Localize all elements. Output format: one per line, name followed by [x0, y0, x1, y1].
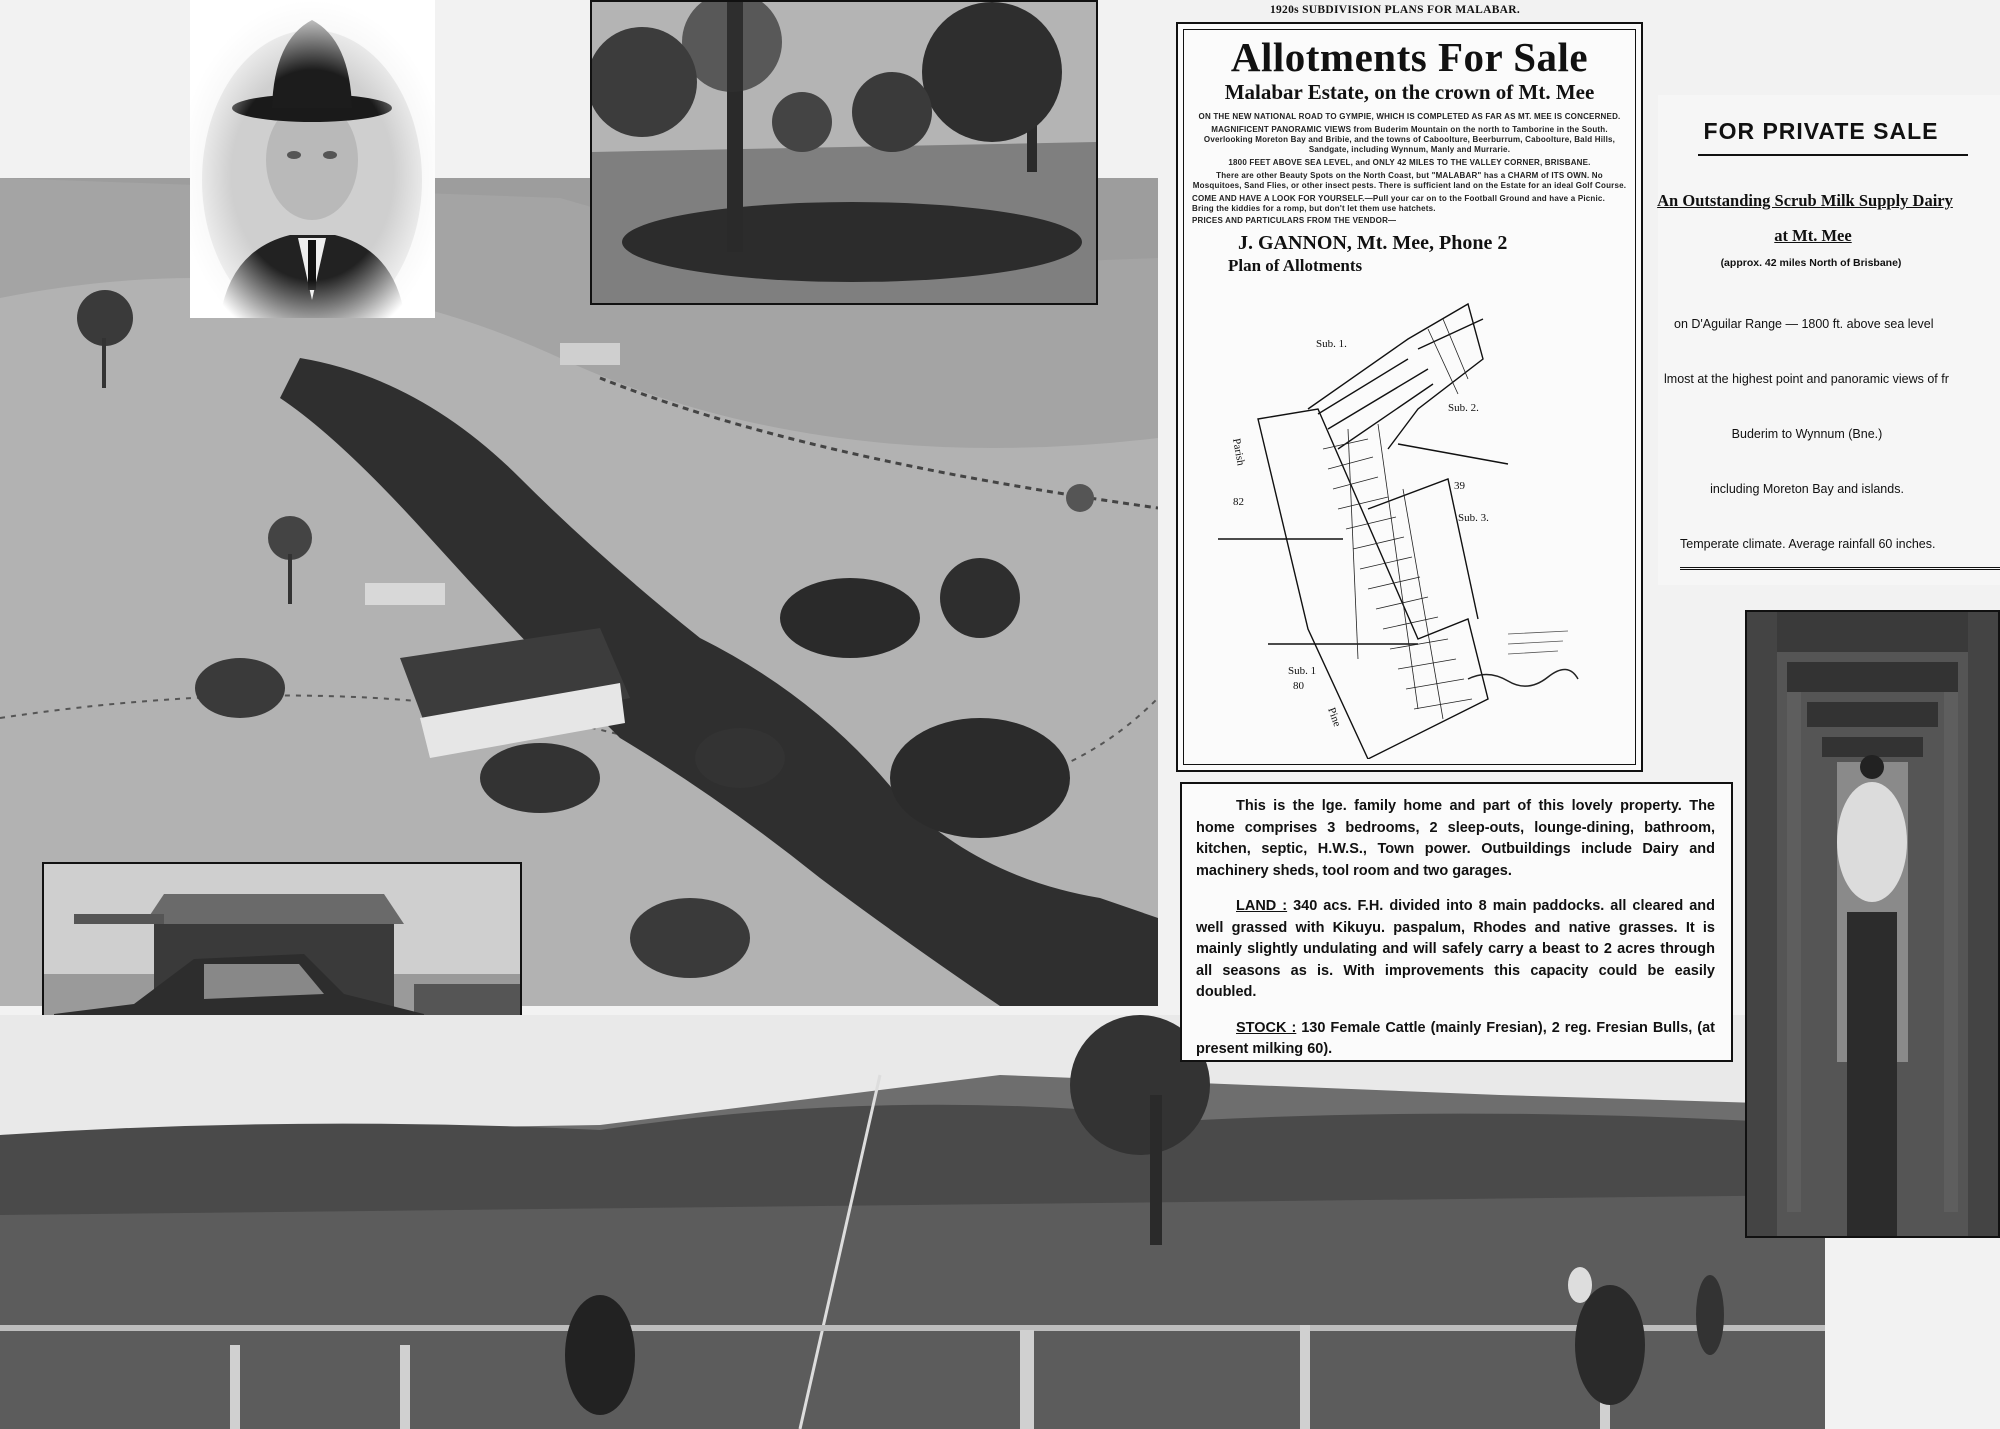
ad-subtitle: Malabar Estate, on the crown of Mt. Mee — [1224, 80, 1595, 104]
plan-label-parish: Parish — [1230, 437, 1247, 467]
private-sale-line8: Temperate climate. Average rainfall 60 inches. — [1680, 537, 1936, 551]
plan-label-80: 80 — [1293, 680, 1304, 692]
stock-label: STOCK : — [1236, 1019, 1297, 1036]
paddock-photo — [0, 1015, 1825, 1429]
private-sale-bottom-rule — [1680, 567, 2000, 570]
private-sale-line5: lmost at the highest point and panoramic views of fr — [1664, 372, 1949, 386]
ad-line-prices: PRICES AND PARTICULARS FROM THE VENDOR— — [1192, 216, 1397, 225]
property-description — [1180, 782, 1733, 1062]
private-sale-line4: on D'Aguilar Range — 1800 ft. above sea level — [1674, 317, 1934, 331]
private-sale-line1: An Outstanding Scrub Milk Supply Dairy — [1657, 191, 1953, 210]
plan-label-sub1-top: Sub. 1. — [1316, 338, 1347, 350]
property-intro: This is the lge. family home and part of this lovely property. The home comprises 3 bedrooms, 2 sleep-outs, lounge-dining, bathroom, kitchen, septic, H.W.S., Town power. Outbuildings include Dairy and machinery sheds, tool room and two garages. — [1196, 798, 1715, 879]
private-sale-title: FOR PRIVATE SALE — [1703, 118, 1939, 144]
plan-label-39: 39 — [1454, 480, 1465, 492]
private-sale-line2: at Mt. Mee — [1774, 226, 1852, 245]
allotments-ad — [1176, 22, 1643, 772]
ad-title: Allotments For Sale — [1230, 34, 1589, 80]
plan-label-pine: Pine — [1325, 705, 1344, 729]
allotment-plan-map — [1218, 299, 1618, 759]
plan-label-sub2: Sub. 2. — [1448, 402, 1479, 414]
portrait-photo — [190, 0, 435, 318]
plan-label-sub1-bottom: Sub. 1 — [1288, 665, 1317, 677]
trees-photo — [590, 0, 1098, 305]
ad-plan-label: Plan of Allotments — [1228, 256, 1363, 275]
land-text: 340 acs. F.H. divided into 8 main paddocks. all cleared and well grassed with Kikuyu. paspalum, Rhodes and native grasses. It is mainly slightly undulating and will safely carry a beast to 2 acres through all seasons as is. With improvements this capacity could be easily doubled. — [1196, 898, 1715, 1000]
property-land — [1196, 896, 1715, 1004]
ad-line-charm: There are other Beauty Spots on the North Coast, but "MALABAR" has a CHARM of ITS OWN. No Mosquitoes, Sand Flies, or other insect pests. There is sufficient land on the Estate for an ideal Golf Course. — [1192, 171, 1627, 190]
plan-label-sub3: Sub. 3. — [1458, 512, 1489, 524]
private-sale-ad — [1658, 95, 2000, 585]
surveyor-note — [1508, 631, 1568, 654]
subdivision-caption: 1920s SUBDIVISION PLANS FOR MALABAR. — [1269, 4, 1521, 16]
plan-label-82: 82 — [1233, 496, 1244, 508]
private-sale-rule — [1698, 154, 1968, 156]
ad-line-views: MAGNIFICENT PANORAMIC VIEWS from Buderim Mountain on the north to Tamborine in the South. Overlooking Moreton Bay and Bribie, and the towns of Caboolture, Beerburrum, Caboolture, Bald Hills, Sandgate, including Wynnum, Manly and Murrarie. — [1203, 125, 1616, 154]
ad-line-elevation: 1800 FEET ABOVE SEA LEVEL, and ONLY 42 MILES TO THE VALLEY CORNER, BRISBANE. — [1228, 158, 1591, 167]
ad-line-road: ON THE NEW NATIONAL ROAD TO GYMPIE, WHICH IS COMPLETED AS FAR AS MT. MEE IS CONCERNED. — [1198, 112, 1621, 121]
ad-vendor: J. GANNON, Mt. Mee, Phone 2 — [1238, 232, 1508, 254]
milking-shed-photo — [1745, 610, 2000, 1238]
private-sale-line7: including Moreton Bay and islands. — [1710, 482, 1904, 496]
stock-text: 130 Female Cattle (mainly Fresian), 2 reg. Fresian Bulls, (at present milking 60). — [1196, 1019, 1715, 1057]
land-label: LAND : — [1236, 898, 1288, 914]
property-stock — [1196, 1018, 1715, 1061]
private-sale-line6: Buderim to Wynnum (Bne.) — [1731, 427, 1883, 441]
private-sale-line3: (approx. 42 miles North of Brisbane) — [1720, 257, 1902, 269]
ad-line-come: COME AND HAVE A LOOK FOR YOURSELF.—Pull your car on to the Football Ground and have a Picnic. Bring the kiddies for a romp, but don't let them use hatchets. — [1192, 194, 1606, 213]
